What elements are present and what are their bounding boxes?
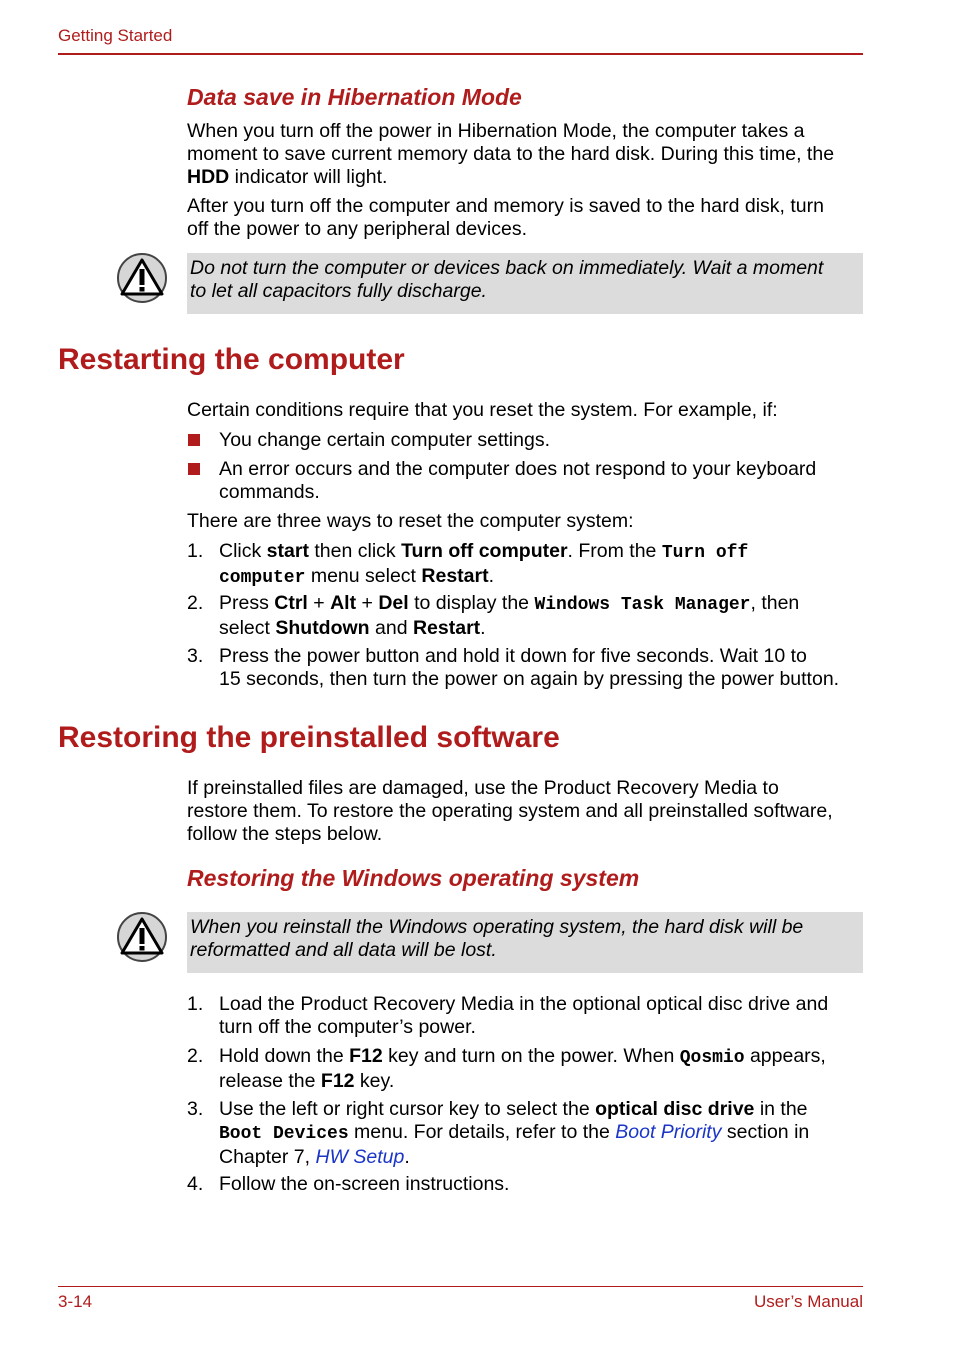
- text-span: indicator will light.: [229, 166, 388, 188]
- text-line: [219, 565, 869, 590]
- text-line: [219, 540, 869, 565]
- text-line: 15 seconds, then turn the power on again by pressing the power button.: [219, 668, 840, 690]
- text-span: to display the: [408, 592, 535, 614]
- restart-term: Restart: [421, 565, 489, 587]
- text-line: Press the power button and hold it down for five seconds. Wait 10 to: [219, 645, 807, 667]
- text-line: [219, 1121, 869, 1146]
- text-line: [187, 166, 877, 189]
- text-line: When you turn off the power in Hibernation Mode, the computer takes a: [187, 120, 805, 142]
- step-number: 4.: [187, 1173, 204, 1195]
- f12-key: F12: [349, 1045, 383, 1067]
- text-line: [219, 1045, 869, 1070]
- alt-key: Alt: [330, 592, 357, 614]
- menu-name-mono: Turn off: [661, 543, 749, 563]
- text-span: menu select: [305, 565, 422, 587]
- optical-disc-drive-term: optical disc drive: [595, 1098, 755, 1120]
- text-line: When you reinstall the Windows operating system, the hard disk will be: [190, 916, 804, 938]
- text-line: [219, 1098, 869, 1121]
- text-line: If preinstalled files are damaged, use the Product Recovery Media to: [187, 777, 779, 799]
- reinstall-caution-note: [187, 912, 863, 973]
- text-span: key and turn on the power. When: [382, 1045, 680, 1067]
- start-term: start: [266, 540, 309, 562]
- text-span: and: [369, 617, 413, 639]
- text-span: Hold down the: [219, 1045, 350, 1067]
- restoring-heading: Restoring the preinstalled software: [58, 721, 560, 754]
- hibernation-subheading: Data save in Hibernation Mode: [187, 84, 522, 110]
- restarting-intro: Certain conditions require that you reset the system. For example, if:: [187, 399, 778, 421]
- text-span: . From the: [567, 540, 662, 562]
- text-line: to let all capacitors fully discharge.: [190, 280, 487, 302]
- text-line: moment to save current memory data to the hard disk. During this time, the: [187, 143, 835, 165]
- text-line: reformatted and all data will be lost.: [190, 939, 497, 961]
- text-span: select: [219, 617, 276, 639]
- restart-step-3: [219, 645, 869, 691]
- restart-term: Restart: [412, 617, 481, 639]
- qosmio-mono: Qosmio: [679, 1048, 745, 1068]
- text-span: appears,: [744, 1045, 826, 1067]
- manual-title: User’s Manual: [754, 1292, 863, 1311]
- shutdown-term: Shutdown: [275, 617, 370, 639]
- windows-restore-subheading: Restoring the Windows operating system: [187, 865, 640, 891]
- page-number: 3-14: [58, 1292, 93, 1311]
- step-number: 1.: [187, 993, 204, 1015]
- menu-name-mono: computer: [219, 568, 306, 588]
- running-header: Getting Started: [58, 26, 173, 45]
- turn-off-computer-term: Turn off computer: [401, 540, 568, 562]
- restore-step-2: [219, 1045, 869, 1093]
- text-line: off the power to any peripheral devices.: [187, 218, 528, 240]
- text-span: then click: [308, 540, 402, 562]
- warning-icon: [116, 252, 168, 304]
- boot-devices-mono: Boot Devices: [219, 1124, 349, 1144]
- text-span: .: [488, 565, 495, 587]
- text-span: menu. For details, refer to the: [348, 1121, 616, 1143]
- text-span: , then: [750, 592, 800, 614]
- text-span: section in: [721, 1121, 810, 1143]
- bullet-marker: [188, 463, 200, 475]
- step-number: 2.: [187, 1045, 204, 1067]
- restoring-paragraph: [187, 777, 877, 846]
- step-number: 2.: [187, 592, 204, 614]
- hdd-term: HDD: [187, 166, 230, 188]
- text-line: follow the steps below.: [187, 823, 383, 845]
- text-line: commands.: [219, 481, 320, 503]
- step-number: 1.: [187, 540, 204, 562]
- text-span: release the: [219, 1070, 321, 1092]
- restart-step-1: [219, 540, 869, 590]
- text-span: .: [480, 617, 486, 639]
- text-line: turn off the computer’s power.: [219, 1016, 476, 1038]
- header-rule: [58, 53, 863, 55]
- text-line: restore them. To restore the operating system and all preinstalled software,: [187, 800, 833, 822]
- del-key: Del: [378, 592, 409, 614]
- text-span: Click: [219, 540, 267, 562]
- hibernation-caution-note: [187, 253, 863, 314]
- restore-step-4: Follow the on-screen instructions.: [219, 1173, 510, 1195]
- text-line: [219, 1070, 869, 1093]
- task-manager-mono: Windows Task Manager: [534, 595, 751, 615]
- footer-rule: [58, 1286, 863, 1287]
- bullet-item-2: [219, 458, 869, 504]
- text-span: Use the left or right cursor key to select the: [219, 1098, 596, 1120]
- text-span: +: [356, 592, 379, 614]
- bullet-marker: [188, 434, 200, 446]
- text-line: Load the Product Recovery Media in the optional optical disc drive and: [219, 993, 829, 1015]
- text-span: +: [307, 592, 331, 614]
- text-span: in the: [754, 1098, 808, 1120]
- text-span: .: [404, 1146, 410, 1168]
- restore-step-3: [219, 1098, 869, 1169]
- text-line: After you turn off the computer and memory is saved to the hard disk, turn: [187, 195, 824, 217]
- restore-step-1: [219, 993, 869, 1039]
- ctrl-key: Ctrl: [274, 592, 308, 614]
- reset-ways-text: There are three ways to reset the computer system:: [187, 510, 634, 532]
- text-line: An error occurs and the computer does not respond to your keyboard: [219, 458, 817, 480]
- step-number: 3.: [187, 1098, 204, 1120]
- step-number: 3.: [187, 645, 204, 667]
- text-line: [219, 1146, 869, 1169]
- text-line: [219, 617, 869, 640]
- text-span: Press: [219, 592, 275, 614]
- hibernation-paragraph-2: [187, 195, 877, 241]
- hibernation-paragraph-1: [187, 120, 877, 189]
- restarting-heading: Restarting the computer: [58, 343, 405, 376]
- text-span: Chapter 7,: [219, 1146, 316, 1168]
- hw-setup-link[interactable]: HW Setup: [315, 1146, 405, 1168]
- text-line: [219, 592, 869, 617]
- boot-priority-link[interactable]: Boot Priority: [615, 1121, 722, 1143]
- warning-icon: [116, 911, 168, 963]
- restart-step-2: [219, 592, 869, 640]
- bullet-item-1: You change certain computer settings.: [219, 429, 550, 451]
- text-span: key.: [354, 1070, 395, 1092]
- f12-key: F12: [320, 1070, 355, 1092]
- text-line: Do not turn the computer or devices back on immediately. Wait a moment: [190, 257, 824, 279]
